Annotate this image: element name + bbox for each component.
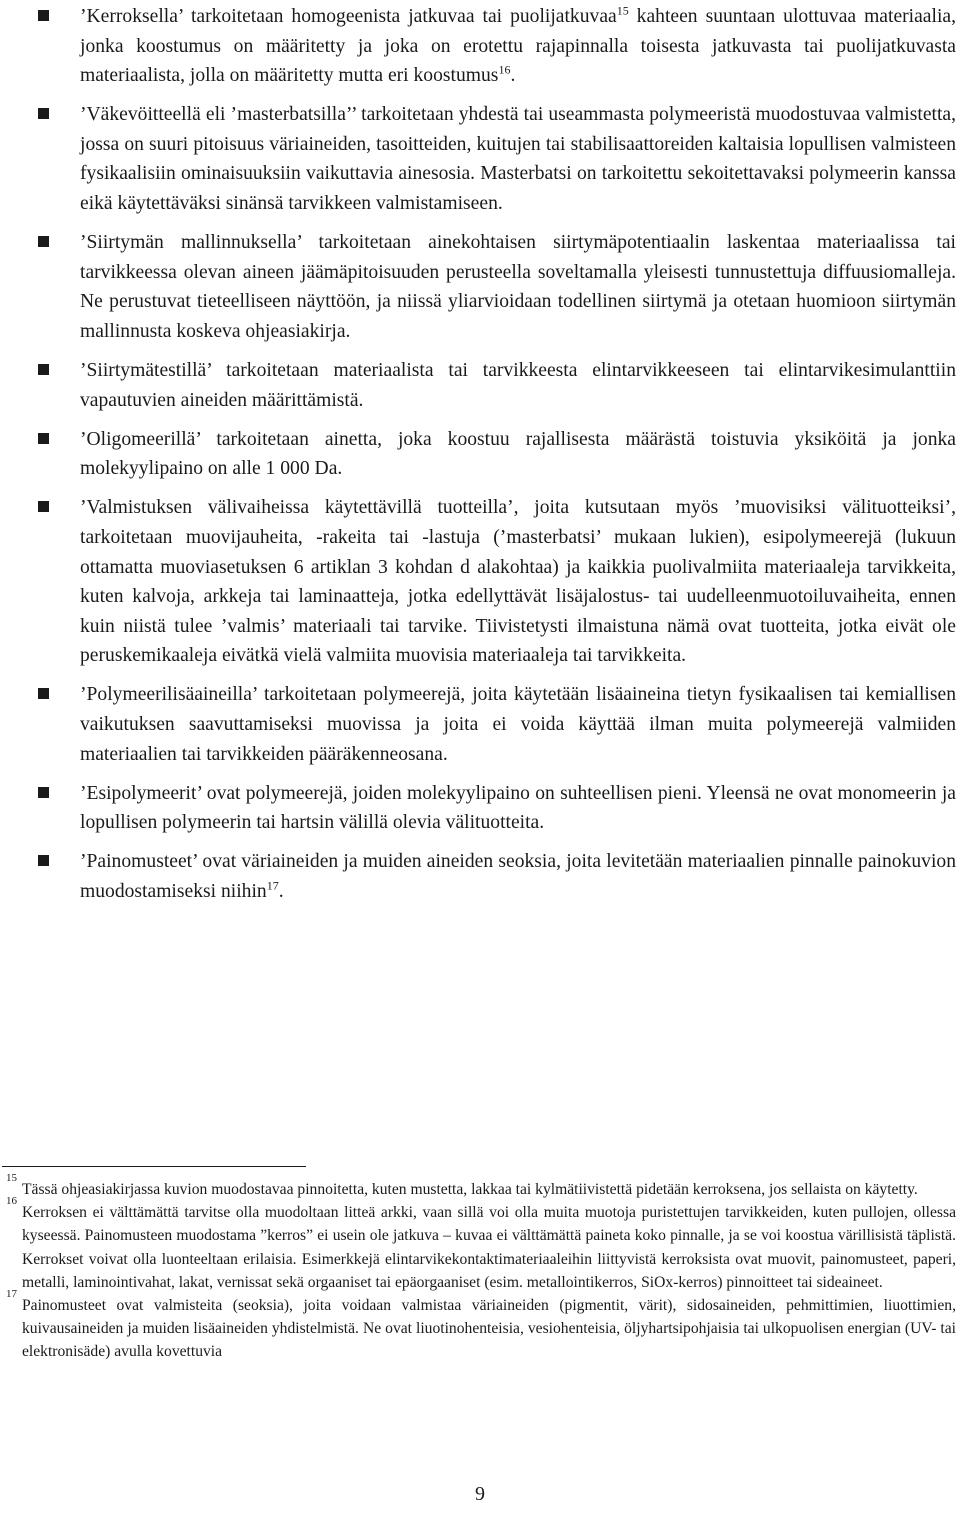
definition-item xyxy=(38,2,956,91)
footnote-ref: 15 xyxy=(616,3,629,18)
definition-item xyxy=(38,425,956,484)
square-bullet-icon xyxy=(38,10,49,21)
definition-item xyxy=(38,680,956,769)
definition-item xyxy=(38,847,956,906)
footnote xyxy=(6,1288,956,1364)
definition-text: ’Esipolymeerit’ ovat polymeerejä, joiden molekyylipaino on suhteellisen pieni. Yleensä ne ovat monomeerin ja lopullisen polymeerin tai hartsin välillä olevia välituotteita. xyxy=(80,782,956,834)
footnotes xyxy=(6,1172,956,1364)
definition-item xyxy=(38,100,956,218)
definition-item xyxy=(38,779,956,838)
square-bullet-icon xyxy=(38,855,49,866)
square-bullet-icon xyxy=(38,688,49,699)
square-bullet-icon xyxy=(38,364,49,375)
footnote xyxy=(6,1172,956,1201)
footnote-text: Tässä ohjeasiakirjassa kuvion muodostavaa pinnoitetta, kuten mustetta, lakkaa tai kylmätiivistettä pidetään kerroksena, jos sellaista on käytetty. xyxy=(22,1181,918,1198)
square-bullet-icon xyxy=(38,501,49,512)
square-bullet-icon xyxy=(38,433,49,444)
definition-text: ’Kerroksella’ tarkoitetaan homogeenista jatkuvaa tai puolijatkuvaa$^{15}$ kahteen suuntaan ulottuvaa materiaalia, jonka koostumus on määritetty ja joka on erotettu rajapinnalla toisesta jatkuvasta tai puolijatkuvasta materiaalista, jolla on määritetty mutta eri koostumus$^{16}$. xyxy=(80,3,956,87)
footnote-ref: 16 xyxy=(498,62,511,77)
definition-text: ’Väkevöitteellä eli ’masterbatsilla’’ tarkoitetaan yhdestä tai useammasta polymeeristä muodostuvaa valmistetta, jossa on suuri pitoisuus väriaineiden, tasoitteiden, kuitujen tai stabilisaattoreiden kaltaisia lopullisen valmisteen fysikaalisiin ominaisuuksiin vaikuttavia ainesosia. Masterbatsi on tarkoitettu sekoitettavaksi polymeerin kanssa eikä käytettäväksi sinänsä tarvikkeen valmistamiseen. xyxy=(80,104,956,215)
definitions-list xyxy=(38,2,956,916)
definition-text: ’Siirtymätestillä’ tarkoitetaan materiaalista tai tarvikkeesta elintarvikkeeseen tai elintarvikesimulanttiin vapautuvien aineiden määrittämistä. xyxy=(80,360,956,411)
footnote-ref: 17 xyxy=(266,878,279,893)
footnote xyxy=(6,1195,956,1294)
footnote-number: 15 xyxy=(6,1172,17,1184)
definition-item xyxy=(38,228,956,346)
footnote-number: 16 xyxy=(6,1195,17,1208)
footnote-number: 17 xyxy=(6,1288,17,1301)
definition-item xyxy=(38,493,956,671)
definition-text: ’Valmistuksen välivaiheissa käytettävillä tuotteilla’, joita kutsutaan myös ’muovisiksi välituotteiksi’, tarkoitetaan muovijauheita, -rakeita tai -lastuja (’masterbatsi’ mukaan lukien), esipolymeerejä (lukuun ottamatta muoviasetuksen 6 artiklan 3 kohdan d alakohtaa) ja kaikkia puolivalmiita materiaaleja tarvikkeita, kuten kalvoja, arkkeja tai laminaatteja, jotka edellyttävät lisäjalostus- tai uudelleenmuotoiluvaiheita, ennen kuin niistä tulee ’valmis’ materiaali tai tarvike. Tiivistetysti ilmaistuna nämä ovat tuotteita, jotka eivät ole peruskemikaaleja eivätkä vielä valmiita muovisia materiaaleja tai tarvikkeita. xyxy=(80,497,956,667)
footnote-text: Kerroksen ei välttämättä tarvitse olla muodoltaan litteä arkki, vaan sillä voi olla muita muotoja puristettujen tarvikkeiden, kuten pullojen, ollessa kyseessä. Painomusteen muodostama ”kerros” ei usein ole jatkuva – kuvaa ei välttämättä paineta koko pinnalle, ja se voi koostua värillisistä täplistä. Kerrokset voivat olla luonteeltaan erilaisia. Esimerkkejä elintarvikekontaktimateriaaleihin liittyvistä kerroksista ovat muovit, painomusteet, paperi, metalli, laminointivahat, lakat, vernissat sekä orgaaniset tai epäorgaaniset (esim. metallointikerros, SiOx-kerros) pinnoitteet tai sideaineet. xyxy=(22,1204,956,1291)
definition-text: ’Polymeerilisäaineilla’ tarkoitetaan polymeerejä, joita käytetään lisäaineina tietyn fysikaalisen tai kemiallisen vaikutuksen saavuttamiseksi muovissa ja joita ei voida käyttää ilman muita polymeerejä valmiiden materiaalien tai tarvikkeiden pääräkenneosana. xyxy=(80,684,956,765)
definition-text: ’Siirtymän mallinnuksella’ tarkoitetaan ainekohtaisen siirtymäpotentiaalin laskentaa materiaalissa tai tarvikkeessa olevan aineen jäämäpitoisuuden perusteella soveltamalla yleisesti tunnustettuja diffuusiomalleja. Ne perustuvat tieteelliseen näyttöön, ja niissä yliarvioidaan todellinen siirtymä ja otetaan huomioon siirtymän mallinnusta koskeva ohjeasiakirja. xyxy=(80,232,956,342)
page-number: 9 xyxy=(475,1483,485,1505)
definition-text: ’Painomusteet’ ovat väriaineiden ja muiden aineiden seoksia, joita levitetään materiaalien pinnalle painokuvion muodostamiseksi niihin$^{17}$. xyxy=(80,851,956,903)
square-bullet-icon xyxy=(38,236,49,247)
definition-item xyxy=(38,356,956,415)
footnote-text: Painomusteet ovat valmisteita (seoksia), joita voidaan valmistaa väriaineiden (pigmentit, värit), sidosaineiden, pehmittimien, liuottimien, kuivausaineiden ja muiden lisäaineiden yhdistelmistä. Ne ovat liuotinohenteisia, vesiohenteisia, öljyhartsipohjaisia tai ulkopuolisen energian (UV- tai elektronisäde) avulla kovettuvia xyxy=(22,1297,956,1361)
square-bullet-icon xyxy=(38,787,49,798)
square-bullet-icon xyxy=(38,108,49,119)
footnote-separator xyxy=(2,1166,306,1167)
definition-text: ’Oligomeerillä’ tarkoitetaan ainetta, joka koostuu rajallisesta määrästä toistuvia yksiköitä ja jonka molekyylipaino on alle 1 000 Da. xyxy=(80,428,956,480)
